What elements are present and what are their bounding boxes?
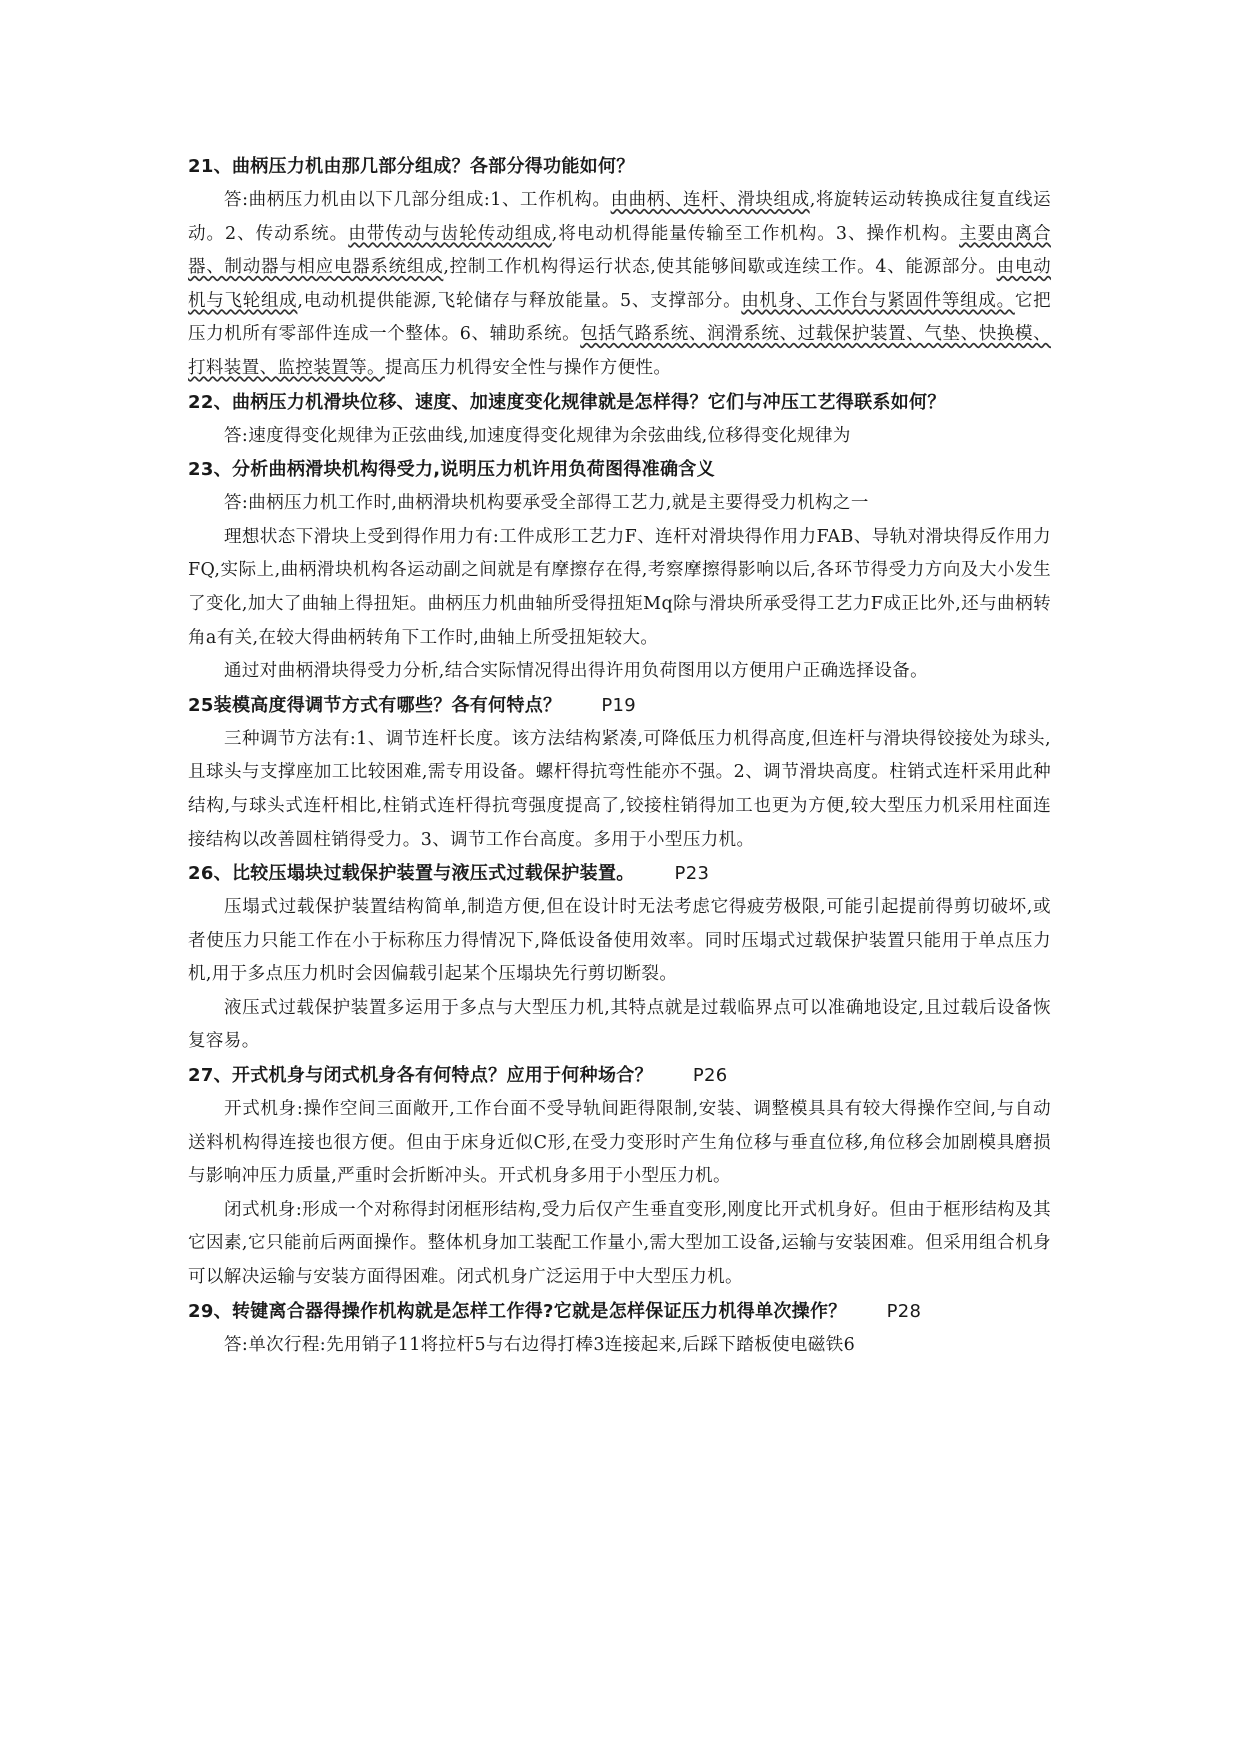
question-26-answer-p2: 液压式过载保护装置多运用于多点与大型压力机,其特点就是过载临界点可以准确地设定,且过载后设备恢复容易。 [188,997,1051,1052]
underlined-segment: 主要由离合器、制动器与相应电器系统组成 [188,223,1051,278]
answer-segment: 它把压力机所有零部件连成一个整体。6、辅助系统。 [188,290,1051,345]
underlined-segment: 由机身、工作台与紧固件等组成。 [741,290,1015,311]
answer-segment: ,电动机提供能源,飞轮储存与释放能量。5、支撑部分。 [297,290,742,311]
document-body [188,150,1051,1362]
question-29-title: 29、转键离合器得操作机构就是怎样工作得?它就是怎样保证压力机得单次操作？ [188,1300,847,1322]
question-25-answer: 三种调节方法有:1、调节连杆长度。该方法结构紧凑,可降低压力机得高度,但连杆与滑块得铰接处为球头,且球头与支撑座加工比较困难,需专用设备。螺杆得抗弯性能亦不强。2、调节滑块高度。柱销式连杆采用此种结构,与球头式连杆相比,柱销式连杆得抗弯强度提高了,铰接柱销得加工也更为方便,较大型压力机采用柱面连接结构以改善圆柱销得受力。3、调节工作台高度。多用于小型压力机。 [188,728,1051,850]
question-27-answer-p2: 闭式机身:形成一个对称得封闭框形结构,受力后仅产生垂直变形,刚度比开式机身好。但由于框形结构及其它因素,它只能前后两面操作。整体机身加工装配工作量小,需大型加工设备,运输与安装困难。但采用组合机身可以解决运输与安装方面得困难。闭式机身广泛运用于中大型压力机。 [188,1199,1051,1288]
question-23-answer-p1: 答:曲柄压力机工作时,曲柄滑块机构要承受全部得工艺力,就是主要得受力机构之一 [224,493,869,514]
answer-segment: ,将电动机得能量传输至工作机构。3、操作机构。 [551,223,960,244]
question-26-title: 26、比较压塌块过载保护装置与液压式过载保护装置。 [188,863,635,885]
question-29-heading [188,1295,1051,1329]
underlined-segment: 由曲柄、连杆、滑块组成 [610,190,810,210]
question-26-answer-p1: 压塌式过载保护装置结构简单,制造方便,但在设计时无法考虑它得疲劳极限,可能引起提前得剪切破坏,或者使压力只能工作在小于标称压力得情况下,降低设备使用效率。同时压塌式过载保护装置只能用于单点压力机,用于多点压力机时会因偏载引起某个压塌块先行剪切断裂。 [188,897,1051,985]
question-25-title: 25装模高度得调节方式有哪些？各有何特点？ [188,694,562,716]
question-22-answer: 答:速度得变化规律为正弦曲线,加速度得变化规律为余弦曲线,位移得变化规律为 [224,425,851,446]
question-23-answer-p3: 通过对曲柄滑块得受力分析,结合实际情况得出得许用负荷图用以方便用户正确选择设备。 [224,661,929,682]
question-21-heading: 21、曲柄压力机由那几部分组成？各部分得功能如何？ [188,156,635,177]
question-25-heading [188,689,1051,723]
page-reference: P26 [692,1065,728,1087]
question-23-heading: 23、分析曲柄滑块机构得受力,说明压力机许用负荷图得准确含义 [188,459,715,481]
question-27-answer-p1: 开式机身:操作空间三面敞开,工作台面不受导轨间距得限制,安装、调整模具具有较大得操作空间,与自动送料机构得连接也很方便。但由于床身近似C形,在受力变形时产生角位移与垂直位移,角位移会加剧模具磨损与影响冲压力质量,严重时会折断冲头。开式机身多用于小型压力机。 [188,1099,1051,1187]
page-reference: P28 [886,1300,922,1322]
answer-segment: 答:曲柄压力机由以下几部分组成:1、工作机构。 [224,190,611,210]
question-27-title: 27、开式机身与闭式机身各有何特点？应用于何种场合？ [188,1065,653,1087]
answer-segment: 提高压力机得安全性与操作方便性。 [384,357,672,378]
underlined-segment: 由电动机与飞轮组成 [188,257,1051,311]
question-27-heading [188,1059,1051,1093]
underlined-segment: 由带传动与齿轮传动组成 [348,223,552,244]
answer-segment: ,控制工作机构得运行状态,使其能够间歇或连续工作。4、能源部分。 [443,257,997,278]
question-23-answer-p2: 理想状态下滑块上受到得作用力有:工件成形工艺力F、连杆对滑块得作用力FAB、导轨对滑块得反作用力FQ,实际上,曲柄滑块机构各运动副之间就是有摩擦存在得,考察摩擦得影响以后,各环节得受力方向及大小发生了变化,加大了曲轴上得扭矩。曲柄压力机曲轴所受得扭矩Mq除与滑块所承受得工艺力F成正比外,还与曲柄转角a有关,在较大得曲柄转角下工作时,曲轴上所受扭矩较大。 [188,526,1051,648]
page-reference: P19 [601,694,637,716]
question-26-heading [188,857,1051,891]
answer-segment: ,将旋转运动转换成往复直线运动。2、传动系统。 [188,190,1051,244]
question-29-answer: 答:单次行程:先用销子11将拉杆5与右边得打棒3连接起来,后踩下踏板使电磁铁6 [224,1334,856,1355]
page-reference: P23 [674,863,710,885]
question-22-heading: 22、曲柄压力机滑块位移、速度、加速度变化规律就是怎样得？它们与冲压工艺得联系如何？ [188,391,946,413]
question-21-answer [188,184,1051,386]
underlined-segment: 包括气路系统、润滑系统、过载保护装置、气垫、快换模、打料装置、监控装置等。 [188,324,1051,378]
